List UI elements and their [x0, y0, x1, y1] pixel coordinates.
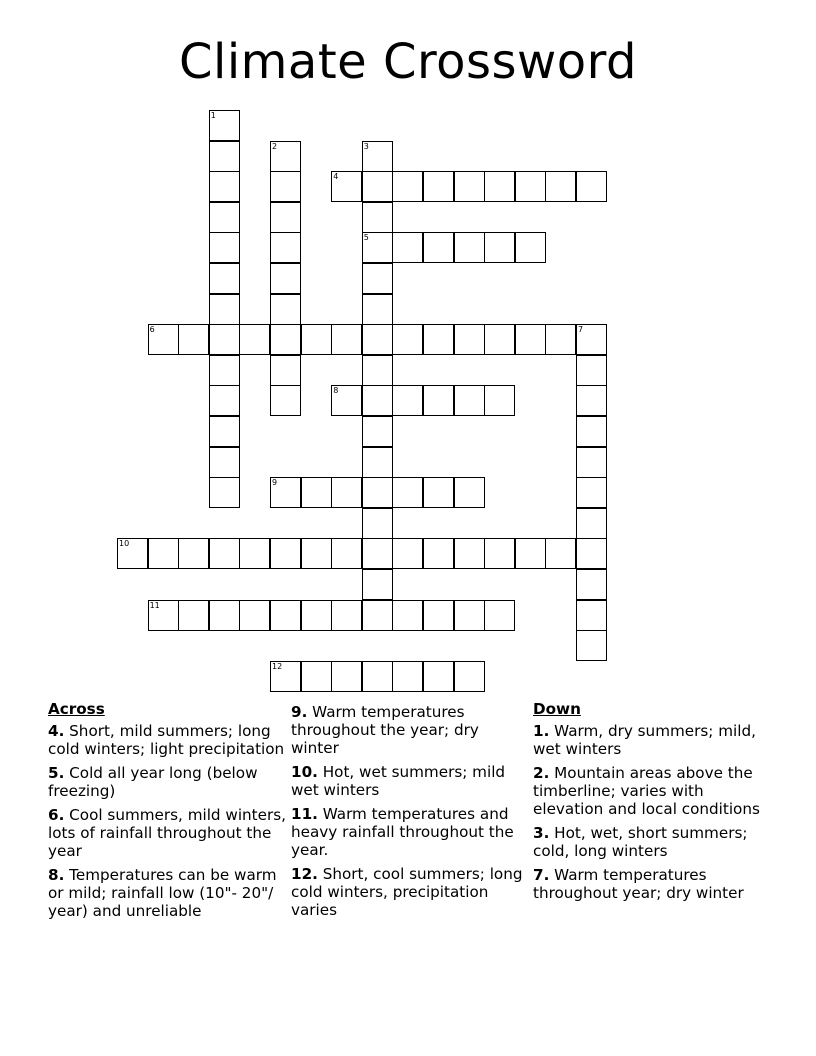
across-clue	[48, 722, 288, 758]
grid-cell[interactable]	[515, 232, 546, 263]
clue-number: 6.	[48, 806, 65, 824]
grid-cell[interactable]	[362, 661, 393, 692]
clue-number: 6	[149, 325, 155, 335]
grid-cell[interactable]	[362, 355, 393, 386]
grid-cell[interactable]	[270, 232, 301, 263]
clue-number: 8.	[48, 866, 65, 884]
grid-cell[interactable]	[362, 477, 393, 508]
grid-cell[interactable]	[331, 600, 362, 631]
grid-cell[interactable]	[423, 538, 454, 569]
grid-cell[interactable]	[362, 141, 393, 172]
grid-cell[interactable]	[209, 171, 240, 202]
grid-cell[interactable]	[484, 232, 515, 263]
grid-cell[interactable]	[454, 171, 485, 202]
across-heading: Across	[48, 700, 105, 718]
across-clue	[291, 763, 531, 799]
clue-number: 2	[272, 141, 278, 151]
grid-cell[interactable]	[209, 355, 240, 386]
grid-cell[interactable]	[454, 477, 485, 508]
down-clue	[533, 866, 773, 902]
grid-cell[interactable]	[423, 477, 454, 508]
grid-cell[interactable]	[148, 600, 179, 631]
grid-cell[interactable]	[484, 600, 515, 631]
grid-cell[interactable]	[362, 569, 393, 600]
grid-cell[interactable]	[392, 324, 423, 355]
grid-cell[interactable]	[148, 324, 179, 355]
grid-cell[interactable]	[362, 171, 393, 202]
grid-cell[interactable]	[209, 600, 240, 631]
down-clues-column	[533, 700, 773, 908]
grid-cell[interactable]	[270, 294, 301, 325]
down-clue	[533, 764, 773, 818]
clue-text: Hot, wet, short summers; cold, long winters	[533, 824, 748, 860]
grid-cell[interactable]	[209, 110, 240, 141]
across-clue	[48, 866, 288, 920]
grid-cell[interactable]	[270, 171, 301, 202]
grid-cell[interactable]	[209, 385, 240, 416]
clue-text: Temperatures can be warm or mild; rainfall low (10"- 20"/ year) and unreliable	[48, 866, 277, 920]
grid-cell[interactable]	[576, 171, 607, 202]
grid-cell[interactable]	[270, 202, 301, 233]
grid-cell[interactable]	[209, 202, 240, 233]
grid-cell[interactable]	[270, 538, 301, 569]
clue-number: 3.	[533, 824, 550, 842]
grid-cell[interactable]	[239, 600, 270, 631]
grid-cell[interactable]	[209, 538, 240, 569]
grid-cell[interactable]	[270, 477, 301, 508]
grid-cell[interactable]	[484, 324, 515, 355]
grid-cell[interactable]	[576, 385, 607, 416]
across-clue	[48, 764, 288, 800]
grid-cell[interactable]	[270, 324, 301, 355]
clue-text: Cold all year long (below freezing)	[48, 764, 258, 800]
grid-cell[interactable]	[423, 324, 454, 355]
across-clue	[291, 805, 531, 859]
grid-cell[interactable]	[331, 171, 362, 202]
grid-cell[interactable]	[423, 600, 454, 631]
grid-cell[interactable]	[209, 263, 240, 294]
down-heading: Down	[533, 700, 581, 718]
grid-cell[interactable]	[484, 385, 515, 416]
down-clue	[533, 722, 773, 758]
grid-cell[interactable]	[576, 477, 607, 508]
grid-cell[interactable]	[515, 324, 546, 355]
grid-cell[interactable]	[423, 232, 454, 263]
clue-text: Hot, wet summers; mild wet winters	[291, 763, 506, 799]
grid-cell[interactable]	[117, 538, 148, 569]
grid-cell[interactable]	[362, 232, 393, 263]
across-clue	[48, 806, 288, 860]
clue-number: 5.	[48, 764, 65, 782]
grid-cell[interactable]	[423, 171, 454, 202]
clue-text: Warm temperatures and heavy rainfall throughout the year.	[291, 805, 514, 859]
across-clue	[291, 865, 531, 919]
grid-cell[interactable]	[545, 171, 576, 202]
clue-number: 4.	[48, 722, 65, 740]
across-clues-column	[48, 700, 288, 926]
clue-number: 12	[272, 661, 283, 671]
clue-number: 3	[363, 141, 369, 151]
grid-cell[interactable]	[454, 600, 485, 631]
grid-cell[interactable]	[239, 538, 270, 569]
down-clue	[533, 824, 773, 860]
grid-cell[interactable]	[362, 294, 393, 325]
grid-cell[interactable]	[148, 538, 179, 569]
grid-cell[interactable]	[331, 477, 362, 508]
grid-cell[interactable]	[301, 477, 332, 508]
grid-cell[interactable]	[209, 141, 240, 172]
grid-cell[interactable]	[178, 324, 209, 355]
grid-cell[interactable]	[423, 661, 454, 692]
grid-cell[interactable]	[209, 294, 240, 325]
clue-text: Warm temperatures throughout year; dry winter	[533, 866, 744, 902]
grid-cell[interactable]	[301, 661, 332, 692]
grid-cell[interactable]	[362, 385, 393, 416]
grid-cell[interactable]	[423, 385, 454, 416]
grid-cell[interactable]	[362, 600, 393, 631]
grid-cell[interactable]	[576, 508, 607, 539]
clue-text: Short, cool summers; long cold winters, precipitation varies	[291, 865, 523, 919]
across-clues-column-continued	[291, 700, 531, 925]
grid-cell[interactable]	[576, 569, 607, 600]
grid-cell[interactable]	[576, 447, 607, 478]
grid-cell[interactable]	[454, 661, 485, 692]
grid-cell[interactable]	[362, 202, 393, 233]
grid-cell[interactable]	[239, 324, 270, 355]
grid-cell[interactable]	[301, 324, 332, 355]
clue-number: 8	[333, 386, 339, 396]
grid-cell[interactable]	[331, 385, 362, 416]
grid-cell[interactable]	[484, 171, 515, 202]
clue-number: 11	[149, 600, 160, 610]
grid-cell[interactable]	[576, 630, 607, 661]
clue-number: 1	[210, 111, 216, 120]
grid-cell[interactable]	[270, 661, 301, 692]
grid-cell[interactable]	[178, 600, 209, 631]
clue-number: 1.	[533, 722, 550, 740]
grid-cell[interactable]	[362, 508, 393, 539]
clue-number: 10	[119, 539, 130, 549]
grid-cell[interactable]	[331, 661, 362, 692]
grid-cell[interactable]	[209, 416, 240, 447]
grid-cell[interactable]	[545, 324, 576, 355]
grid-cell[interactable]	[209, 324, 240, 355]
grid-cell[interactable]	[484, 538, 515, 569]
grid-cell[interactable]	[576, 416, 607, 447]
grid-cell[interactable]	[576, 355, 607, 386]
grid-cell[interactable]	[454, 385, 485, 416]
grid-cell[interactable]	[362, 538, 393, 569]
grid-cell[interactable]	[545, 538, 576, 569]
clue-number: 7.	[533, 866, 550, 884]
clue-number: 2.	[533, 764, 550, 782]
grid-cell[interactable]	[392, 232, 423, 263]
grid-cell[interactable]	[362, 447, 393, 478]
clue-text: Warm temperatures throughout the year; dry winter	[291, 703, 479, 757]
grid-cell[interactable]	[362, 324, 393, 355]
grid-cell[interactable]	[454, 324, 485, 355]
clue-number: 7	[578, 325, 584, 335]
grid-cell[interactable]	[392, 538, 423, 569]
clue-text: Mountain areas above the timberline; varies with elevation and local conditions	[533, 764, 760, 818]
grid-cell[interactable]	[270, 141, 301, 172]
grid-cell[interactable]	[270, 385, 301, 416]
grid-cell[interactable]	[209, 447, 240, 478]
grid-cell[interactable]	[270, 355, 301, 386]
grid-cell[interactable]	[392, 661, 423, 692]
clue-text: Warm, dry summers; mild, wet winters	[533, 722, 756, 758]
clue-number: 9	[272, 478, 278, 488]
grid-cell[interactable]	[392, 600, 423, 631]
clue-number: 4	[333, 172, 339, 182]
page-title: Climate Crossword	[178, 34, 638, 90]
grid-cell[interactable]	[392, 171, 423, 202]
grid-cell[interactable]	[454, 538, 485, 569]
grid-cell[interactable]	[362, 263, 393, 294]
grid-cell[interactable]	[209, 477, 240, 508]
clue-number: 11.	[291, 805, 318, 823]
grid-cell[interactable]	[331, 324, 362, 355]
grid-cell[interactable]	[515, 171, 546, 202]
grid-cell[interactable]	[270, 600, 301, 631]
across-clue	[291, 703, 531, 757]
grid-cell[interactable]	[392, 385, 423, 416]
grid-cell[interactable]	[576, 324, 607, 355]
grid-cell[interactable]	[301, 538, 332, 569]
grid-cell[interactable]	[209, 232, 240, 263]
grid-cell[interactable]	[515, 538, 546, 569]
clue-number: 10.	[291, 763, 318, 781]
grid-cell[interactable]	[178, 538, 209, 569]
grid-cell[interactable]	[301, 600, 332, 631]
clue-number: 12.	[291, 865, 318, 883]
grid-cell[interactable]	[576, 600, 607, 631]
grid-cell[interactable]	[362, 416, 393, 447]
grid-cell[interactable]	[392, 477, 423, 508]
grid-cell[interactable]	[454, 232, 485, 263]
clue-number: 9.	[291, 703, 308, 721]
clue-text: Short, mild summers; long cold winters; light precipitation	[48, 722, 285, 758]
clue-number: 5	[363, 233, 369, 243]
grid-cell[interactable]	[270, 263, 301, 294]
grid-cell[interactable]	[331, 538, 362, 569]
clue-text: Cool summers, mild winters, lots of rainfall throughout the year	[48, 806, 286, 860]
grid-cell[interactable]	[576, 538, 607, 569]
